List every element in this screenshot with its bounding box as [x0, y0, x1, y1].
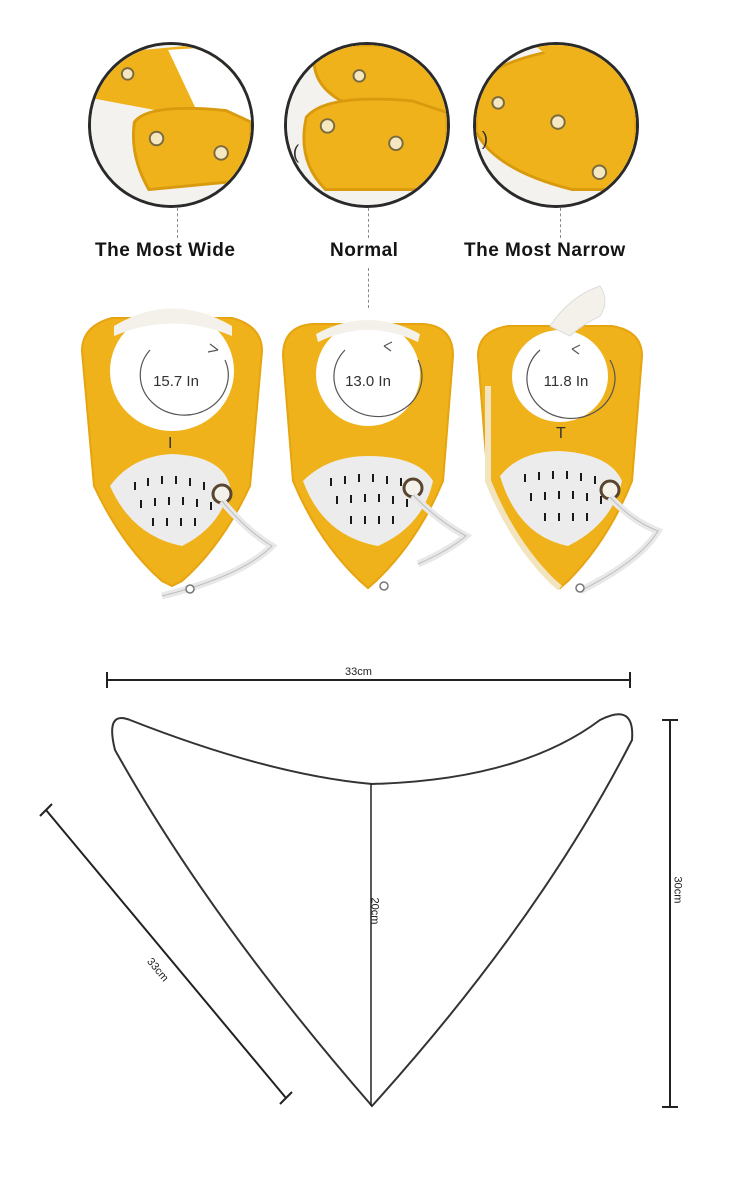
svg-text:T: T — [556, 425, 566, 442]
svg-text:): ) — [481, 129, 489, 151]
dimension-side-length: 33cm — [144, 955, 171, 985]
bib-dimension-diagram — [0, 640, 750, 1140]
label-normal: Normal — [330, 240, 399, 261]
dimension-total-height: 30cm — [671, 876, 684, 904]
label-most-wide: The Most Wide — [95, 240, 236, 261]
neck-size-wide: 15.7 In — [153, 373, 199, 390]
dimension-center-height: 20cm — [368, 897, 381, 925]
svg-text:(: ( — [292, 142, 300, 164]
neck-size-narrow: 11.8 In — [543, 373, 589, 390]
label-most-narrow: The Most Narrow — [464, 240, 626, 261]
dimension-top-width: 33cm — [345, 666, 372, 678]
neck-size-normal: 13.0 In — [345, 373, 391, 390]
svg-text:I: I — [168, 435, 173, 452]
